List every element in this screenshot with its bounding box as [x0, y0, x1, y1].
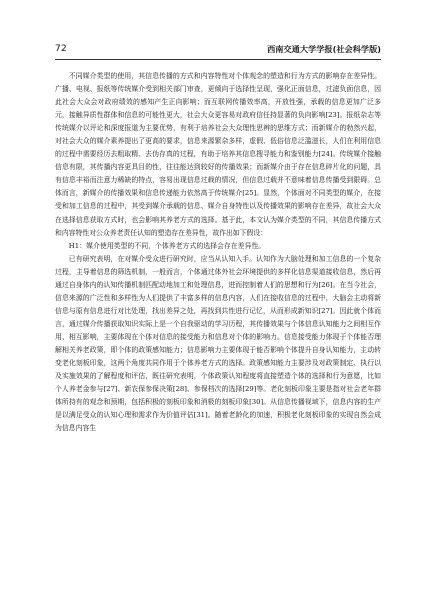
paragraph: 已有研究表明，在对媒介受众进行研究时，应当从认知入手。认知作为大脑处理和加工信息的一个复杂过程，主导着信息的筛选机制，一般而言，个体通过体外社会环境提供的多样化信息渠道接收信息，然后再通过自身体内的认知传播机制匹配动地加工和处理信息，进而控制着人们的思想和行为[26]。在当今社会，信息来源的广泛性和多样性为人们提供了丰富多样的信息内容，人们在接收信息的过程中，大脑会主动将新信息与原有信息进行对比处理，找出差异之处，再找到共性进行记忆，从而形成新知识[27]。因此就个体而言，通过媒介传播获取知识实际上是一个自我驱动的学习历程，其传播效果与个体信息认知能力之间相互作用、相互影响，主要体现在个体对信息的接受能力和信息对个体的影响力。信息接受能力体现于个体能否理解相关养老政策，即个体的政策感知能力；信息影响力主要体现于能否影响个体提升自身认知能力，主动转变老化刻板印象，这两个角度共同作用于个体养老方式的选择。政策感知能力主要涉及对政策制定、执行以及实施效果的了解程度和评估，既往研究表明，个体政策认知程度将直接塑造个体的选择和行为意愿，比如个人养老金参与[27]、新农保参保决策[28]、参保档次的选择[29]等。老化刻板印象主要是指对社会老年群体所持有的观念和预期，包括积极的刻板印象和消极的刻板印象[30]。从信息传播视域下，信息内容的生产是以满足受众的认知心理和需求作为价值评估[31]。随着老龄化的加速，积极老化刻板印象的实现自然会成为信息内容生	[55, 254, 381, 433]
running-header	[55, 44, 381, 58]
hypothesis-h1: H1：媒介使用类型的不同，个体养老方式的选择会存在差异性。	[68, 241, 266, 250]
paragraph: 不同媒介类型的使用，其信息传播的方式和内容特性对个体观念的塑造和行为方式的影响存在差异性。广播、电视、报纸等传统媒介受到相关部门审查，更倾向于选择性呈现，强化正面信息，过滤负面信息，因此社会大众会对政府绩效的感知产生正向影响；而互联网传播效率高，开放性强，承载的信息更加广泛多元，接触异质性群体和信息的可能性更大，社会大众更容易对政府信任持显著的负向影响[23]。报纸杂志等传统媒介以评论和深度报道为主要优势，有利于培养社会大众理性思辨的思维方式；而新媒介的勃然兴起，对社会大众的媒介素养提出了更高的要求，信息来源繁杂多样，虚假、低俗信息泛滥滋长，人们在利用信息的过程中需要经历去粗取精、去伪存真的过程，有助于培养其信息搜寻能力和鉴别能力[24]。传统媒介接触信息有限，其传播内容更具目的性，往往能达到较好的传播效果；而新媒介由于存在信息碎片化的问题，具有信息丰裕而注意力稀缺的特点，容易出现信息过载的情况，但信息过载并不意味着信息传播受到限碍。总体而言，新媒介的传播效果和信息传递能力依然高于传统媒介[25]。显然，个体面对不同类型的媒介，在接受和加工信息的过程中，其受到媒介承载的信息、媒介自身特性以及传播效果的影响存在差异，故社会大众在选择信息获取方式时，也会影响其养老方式的选择。基于此，本文认为媒介类型的不同，其信息传播方式和内容特性对公众养老责任认知的塑造存在差异性，故作出如下假设：	[55, 72, 381, 237]
header-divider	[55, 59, 381, 60]
body-text	[55, 70, 381, 435]
journal-title: 西南交通大学学报(社会科学版)	[267, 44, 381, 54]
page-number: 72	[55, 44, 68, 54]
